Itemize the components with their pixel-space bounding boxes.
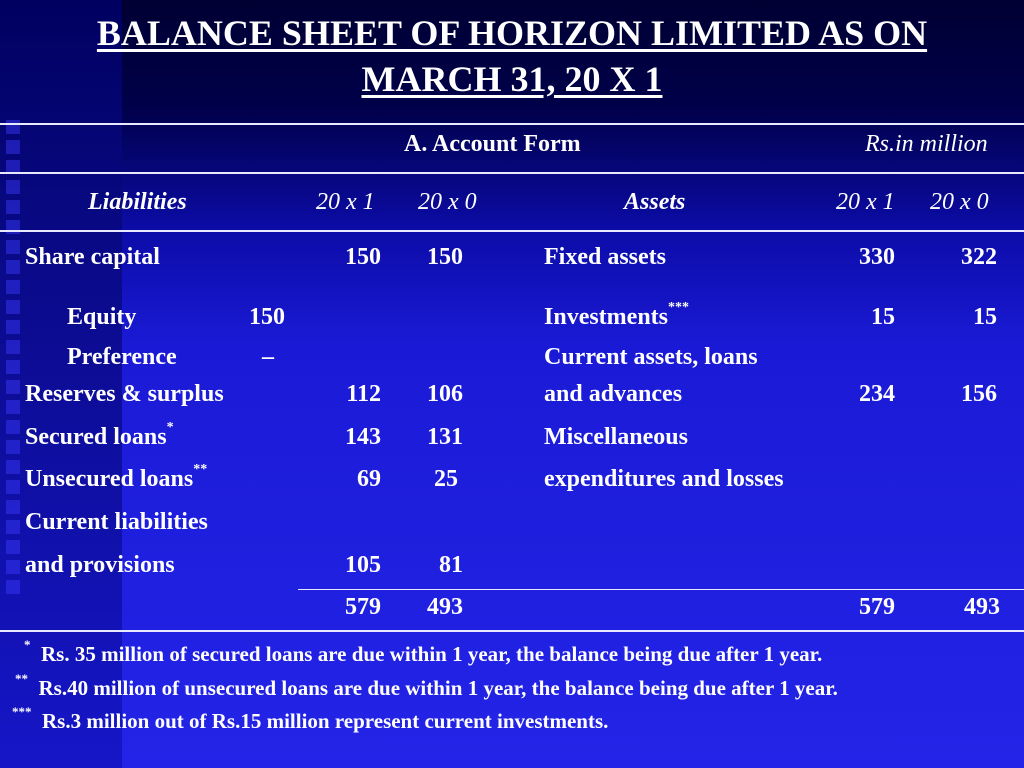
- rule-form: [0, 172, 1024, 174]
- secured-loans-y1: 143: [345, 424, 381, 450]
- liabilities-total-y1: 579: [345, 594, 381, 620]
- secured-loans-y0: 131: [427, 424, 463, 450]
- preference-value: –: [262, 344, 274, 370]
- current-liabilities-label1: Current liabilities: [25, 509, 208, 535]
- current-assets-label1: Current assets, loans: [544, 344, 758, 370]
- footnote-2: [15, 671, 838, 701]
- fixed-assets-label: Fixed assets: [544, 244, 666, 270]
- equity-value: 150: [249, 304, 285, 330]
- preference-label: Preference: [67, 344, 177, 370]
- footnote-1-mark: *: [24, 637, 31, 652]
- investments-text: Investments: [544, 304, 668, 330]
- footnote-1: [24, 637, 823, 667]
- secured-loans-text: Secured loans: [25, 424, 167, 450]
- assets-total-y0: 493: [964, 594, 1000, 620]
- assets-total-y1: 579: [859, 594, 895, 620]
- unsecured-loans-mark: **: [193, 462, 208, 477]
- equity-label: Equity: [67, 304, 137, 330]
- header-assets: Assets: [624, 189, 686, 215]
- page-title-line2: MARCH 31, 20 X 1: [361, 59, 663, 99]
- page-title-line1: BALANCE SHEET OF HORIZON LIMITED AS ON: [96, 13, 928, 53]
- misc-label1: Miscellaneous: [544, 424, 688, 450]
- fixed-assets-y1: 330: [859, 244, 895, 270]
- current-assets-y1: 234: [859, 381, 895, 407]
- reserves-y0: 106: [427, 381, 463, 407]
- misc-label2: expenditures and losses: [544, 466, 784, 492]
- secured-loans-mark: *: [166, 420, 174, 435]
- investments-y1: 15: [871, 304, 895, 330]
- share-capital-y0: 150: [427, 244, 463, 270]
- form-label: A. Account Form: [404, 131, 581, 157]
- footnote-2-text: Rs.40 million of unsecured loans are due within 1 year, the balance being due after 1 year.: [38, 676, 838, 700]
- investments-y0: 15: [973, 304, 997, 330]
- reserves-y1: 112: [346, 381, 381, 407]
- current-liabilities-y1: 105: [345, 552, 381, 578]
- liabilities-total-y0: 493: [427, 594, 463, 620]
- footnote-2-mark: **: [15, 671, 28, 686]
- footnote-3-text: Rs.3 million out of Rs.15 million represent current investments.: [42, 709, 609, 733]
- rule-top: [0, 123, 1024, 125]
- footnote-1-text: Rs. 35 million of secured loans are due within 1 year, the balance being due after 1 year.: [41, 642, 823, 666]
- investments-mark: ***: [668, 300, 689, 315]
- header-asset-year1: 20 x 1: [836, 189, 895, 215]
- current-liabilities-label2: and provisions: [25, 552, 175, 578]
- footnote-3: [12, 704, 609, 734]
- rule-totals: [298, 589, 1024, 590]
- header-liabilities: Liabilities: [88, 189, 187, 215]
- current-assets-label2: and advances: [544, 381, 683, 407]
- header-asset-year0: 20 x 0: [930, 189, 989, 215]
- share-capital-label: Share capital: [25, 244, 160, 270]
- rule-bottom: [0, 630, 1024, 632]
- unsecured-loans-label: [25, 462, 208, 493]
- units-label: Rs.in million: [865, 131, 988, 157]
- current-liabilities-y0: 81: [439, 552, 463, 578]
- unsecured-loans-y1: 69: [357, 466, 381, 492]
- investments-label: [544, 300, 689, 331]
- current-assets-y0: 156: [961, 381, 997, 407]
- secured-loans-label: [25, 420, 174, 451]
- share-capital-y1: 150: [345, 244, 381, 270]
- rule-header: [0, 230, 1024, 232]
- fixed-assets-y0: 322: [961, 244, 997, 270]
- unsecured-loans-text: Unsecured loans: [25, 466, 194, 492]
- header-liab-year0: 20 x 0: [418, 189, 477, 215]
- footnote-3-mark: ***: [12, 704, 32, 719]
- reserves-label: Reserves & surplus: [25, 381, 224, 407]
- unsecured-loans-y0: 25: [434, 466, 458, 492]
- header-liab-year1: 20 x 1: [316, 189, 375, 215]
